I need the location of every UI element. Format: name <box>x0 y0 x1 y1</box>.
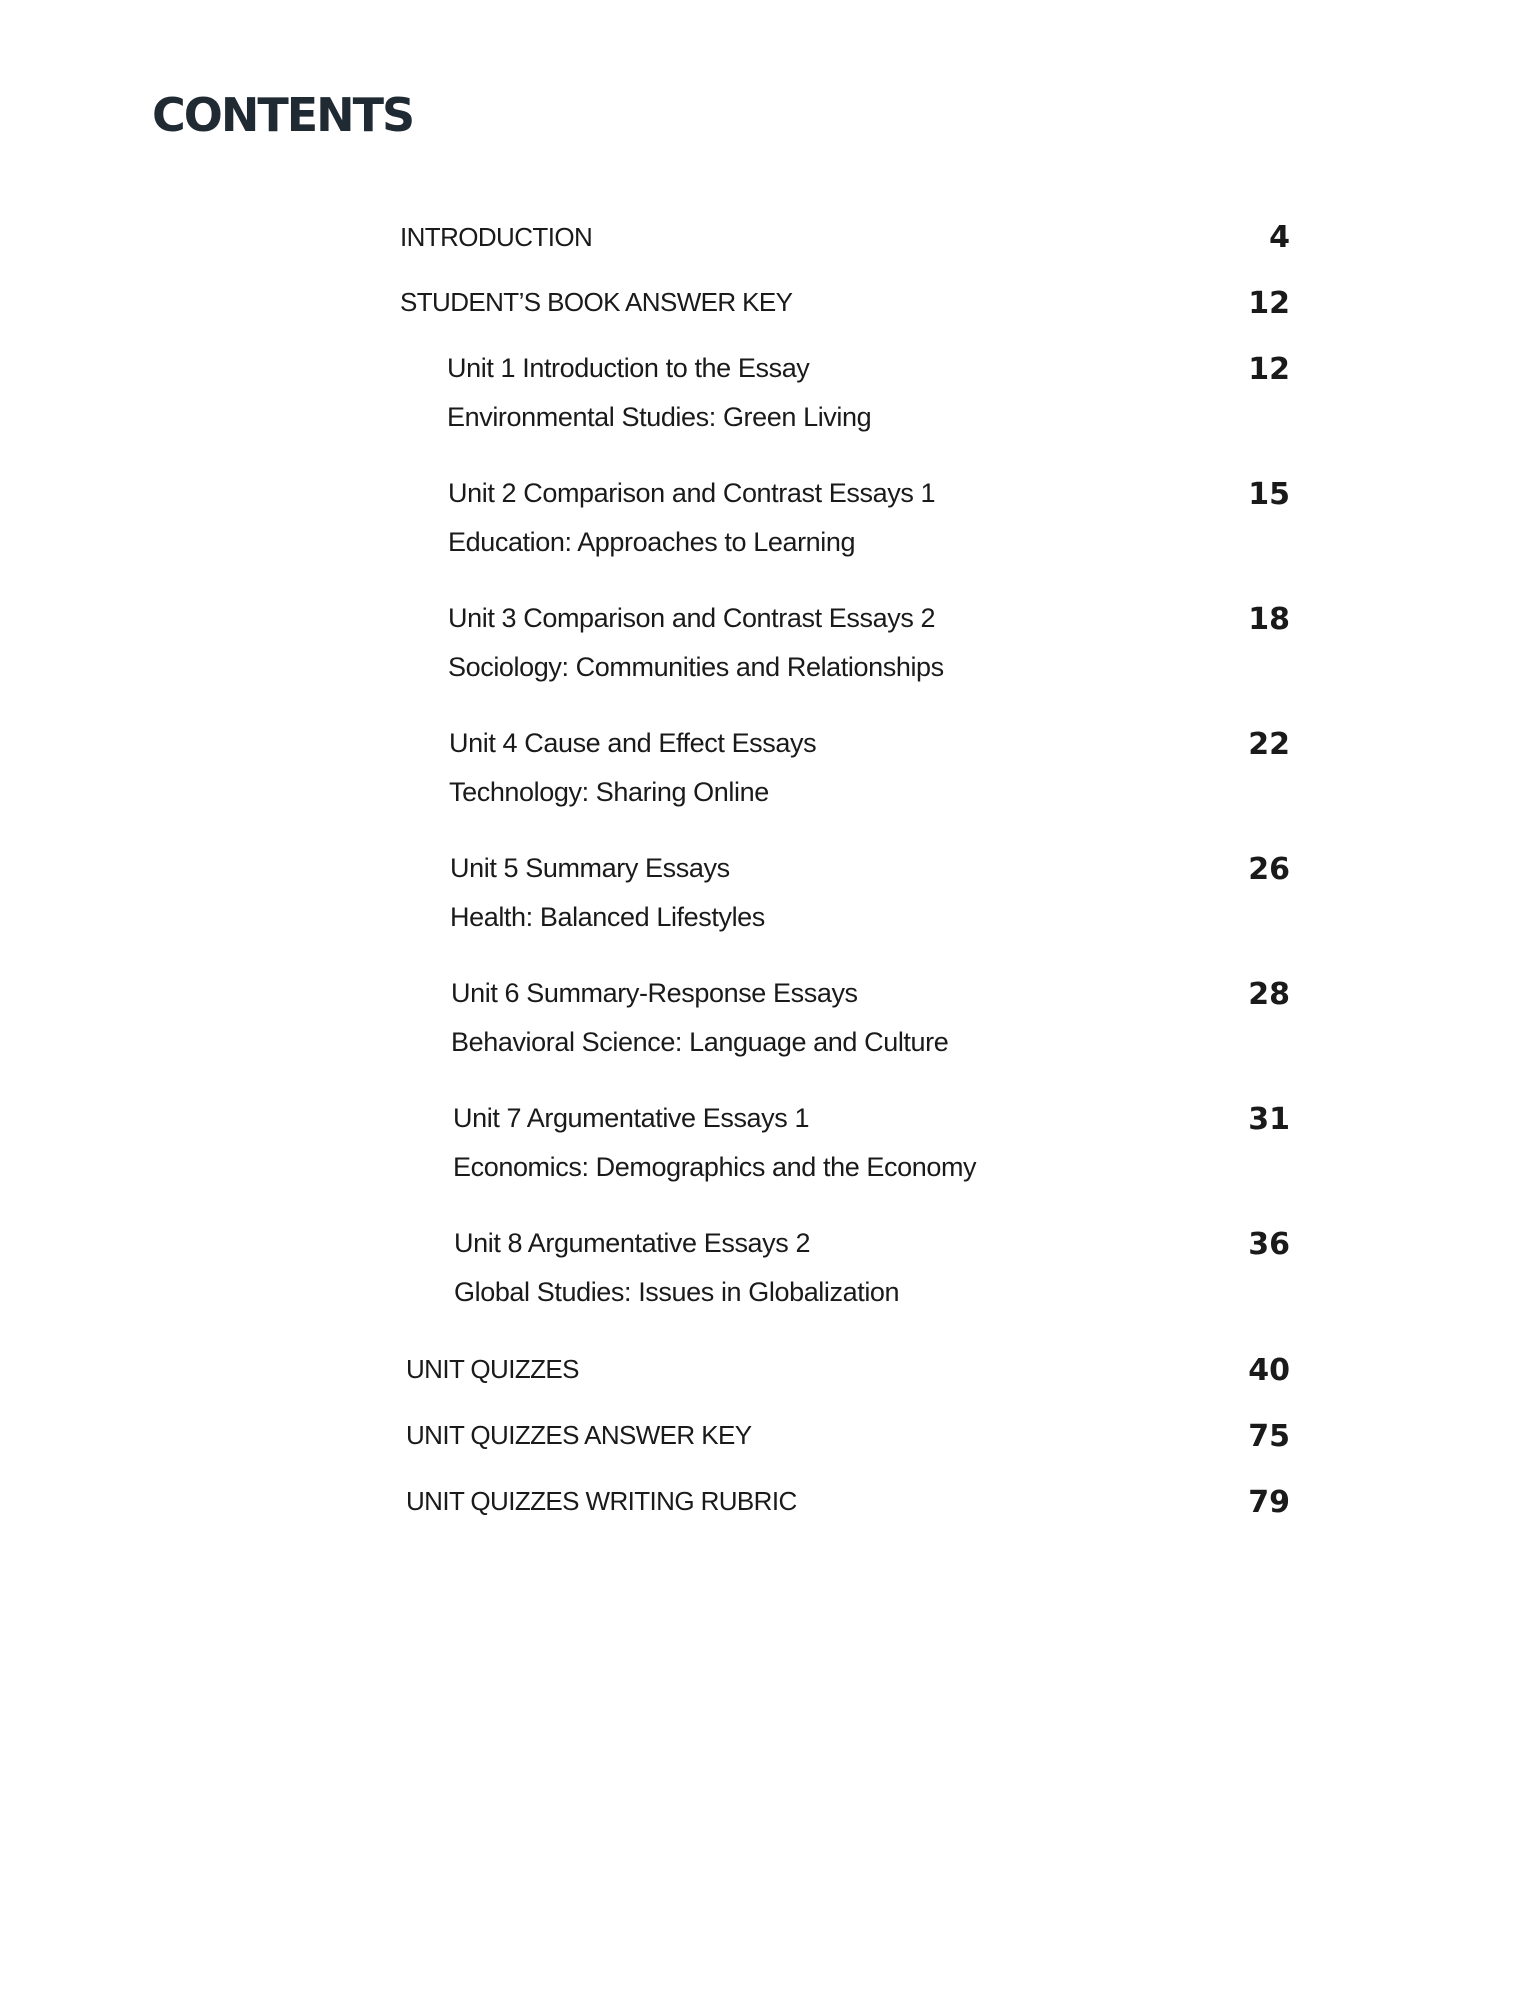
toc-page-number: 15 <box>1248 477 1290 512</box>
unit-subject: Sociology: Communities and Relationships <box>448 652 944 682</box>
toc-page-number: 36 <box>1248 1227 1290 1262</box>
toc-label: UNIT QUIZZES WRITING RUBRIC <box>406 1486 797 1516</box>
toc-page-number: 12 <box>1248 286 1290 321</box>
unit-title: Unit 7 Argumentative Essays 1 <box>453 1103 810 1133</box>
toc-page-number: 40 <box>1248 1353 1290 1388</box>
toc-page-number: 22 <box>1248 727 1290 762</box>
toc-page-number: 4 <box>1269 220 1290 255</box>
unit-subject: Education: Approaches to Learning <box>448 527 856 557</box>
unit-subject: Behavioral Science: Language and Culture <box>451 1027 949 1057</box>
toc-page-number: 18 <box>1248 602 1290 637</box>
toc-label: UNIT QUIZZES <box>406 1354 579 1384</box>
toc-page-number: 28 <box>1248 977 1290 1012</box>
toc-label: UNIT QUIZZES ANSWER KEY <box>406 1420 752 1450</box>
toc-label: STUDENT’S BOOK ANSWER KEY <box>400 287 793 317</box>
unit-subject: Technology: Sharing Online <box>449 777 769 807</box>
toc-page-number: 79 <box>1248 1485 1290 1520</box>
unit-title: Unit 3 Comparison and Contrast Essays 2 <box>448 603 936 633</box>
unit-title: Unit 4 Cause and Effect Essays <box>449 728 817 758</box>
unit-title: Unit 5 Summary Essays <box>450 853 730 883</box>
toc-page-number: 31 <box>1248 1102 1290 1137</box>
page-title: CONTENTS <box>152 88 414 142</box>
unit-subject: Economics: Demographics and the Economy <box>453 1152 977 1182</box>
unit-subject: Global Studies: Issues in Globalization <box>454 1277 900 1307</box>
unit-subject: Health: Balanced Lifestyles <box>450 902 765 932</box>
toc-page-number: 26 <box>1248 852 1290 887</box>
toc-page-number: 12 <box>1248 352 1290 387</box>
toc-label: INTRODUCTION <box>400 222 593 252</box>
unit-title: Unit 2 Comparison and Contrast Essays 1 <box>448 478 936 508</box>
unit-title: Unit 1 Introduction to the Essay <box>447 353 810 383</box>
toc-page-number: 75 <box>1248 1419 1290 1454</box>
unit-title: Unit 8 Argumentative Essays 2 <box>454 1228 811 1258</box>
unit-subject: Environmental Studies: Green Living <box>447 402 872 432</box>
unit-title: Unit 6 Summary-Response Essays <box>451 978 858 1008</box>
